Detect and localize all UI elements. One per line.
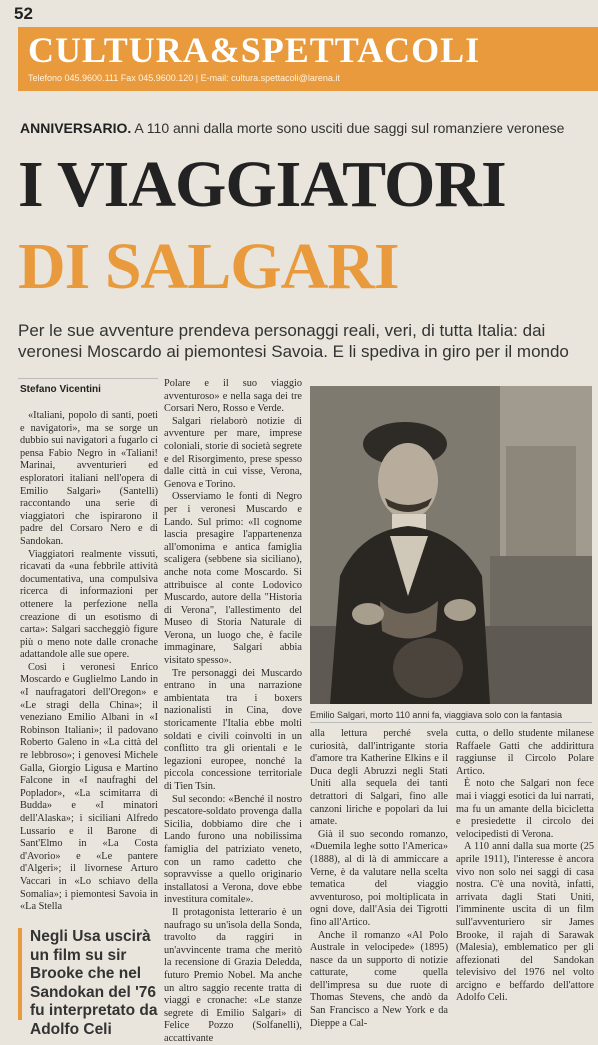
- paragraph: Il protagonista letterario è un naufrago su un'isola della Sonda, travolto da raggiri in un'avvincente trama che meritò la recensione di Grazia Deledda, futuro Premio Nobel. Ma anche un altro saggio recente tratta di viaggi e cronache: «Le stanze segrete di Emilio Salgari» di Felice Pozzo (Solfanelli), accattivante: [164, 906, 302, 1044]
- paragraph: «Italiani, popolo di santi, poeti e navigatori», ma se sorge un dubbio sui navigatori a fugarlo ci pensa Fabio Negro in «Taliani! Marinai, avventurieri ed esploratori italiani nell'opera di Emilio Salgari» (Santelli) raccontando una serie di viaggiatori che ispirarono il padre del Corsaro Nero e di Sandokan.: [20, 410, 158, 547]
- article-column-3: [310, 728, 448, 1029]
- salgari-portrait-image: [310, 386, 592, 704]
- headline-line1: I VIAGGIATORI: [18, 148, 506, 221]
- pull-quote: Negli Usa uscirà un film su sir Brooke che nel Sandokan del '76 fu interpretato da Adolfo Celi: [18, 928, 158, 1020]
- paragraph: Già il suo secondo romanzo, «Duemila leghe sotto l'America» (1888), al di là di ammiccare a Verne, è da valutare nella scelta tematica del viaggio avventuroso, poi moltiplicata in ogni dove, dall'Asia dei Tigrotti fino all'Artico.: [310, 828, 448, 928]
- portrait-photo: [310, 386, 592, 704]
- paragraph: cutta, o dello studente milanese Raffaele Gatti che addirittura raggiunse il Circolo Polare Artico.: [456, 728, 594, 777]
- headline-line2: DI SALGARI: [18, 230, 399, 303]
- paragraph: Così i veronesi Enrico Moscardo e Guglielmo Lando in «I naufragatori dell'Oregon» e «Le stragi della China»; il veneziano Emilio Albani in «I Robinson Italiani»; il padovano Roberto Galeno in «La città del re lebbroso»; i genovesi Michele Galla, Giorgio Ligusa e Martino Falcone in «I naufraghi del Poplador», «La scimitarra di Budda» e «I minatori dell'Alaska»; i siciliani Alfredo Lussario e il Barone di Sant'Elmo in «La Costa d'Avorio» e «Le pantere d'Algeri»; il livornese Arturo Vaccari in «Lo schiavo della Somalia»; i piemontesi Savoia in «La Stella: [20, 661, 158, 913]
- paragraph: A 110 anni dalla sua morte (25 aprile 1911), l'interesse è ancora vivo non solo nei saggi di casa nostra. C'è una novità, infatti, arrivata dagli Stati Uniti, l'imminente uscita di un film sull'avventuriero sir James Brooke, il rajah di Sarawak (Malesia), emblematico per gli affezionati del Sandokan televisivo del 1976 nel volto arcigno e beffardo dell'attore Adolfo Celi.: [456, 841, 594, 1004]
- paragraph: alla lettura perché svela curiosità, dall'intrigante storia d'amore tra Katherine Elkins e il Duca degli Abruzzi negli Stati Uniti alla sequela dei tanti detrattori di Salgari, fino alle canzoni liriche e popolari da lui amate.: [310, 728, 448, 828]
- article-kicker: [20, 120, 590, 136]
- paragraph: Sul secondo: «Benché il nostro pescatore-soldato provenga dalla Sicilia, dobbiamo dire che i Lando furono una nobilissima famiglia del patriziato veneto, con un ramo cadetto che sopravvisse a quello originario installatosi a Verona, dove ebbe investitura comitale».: [164, 793, 302, 906]
- byline: Stefano Vicentini: [20, 384, 101, 395]
- photo-caption: Emilio Salgari, morto 110 anni fa, viaggiava solo con la fantasia: [310, 710, 562, 720]
- paragraph: Osserviamo le fonti di Negro per i veronesi Muscardo e Lando. Sul primo: «Il cognome lascia presagire l'appartenenza all'omonima e antica famiglia scaligera (sebbene sia siciliano), anche nota come Moscardo. Si attribuisce al conte Lodovico Muscardo, autore della "Historia di Verona", l'allestimento del Museo di Storia Naturale di Verona, un luogo che, è facile immaginare, Salgari abbia visitato spesso».: [164, 491, 302, 667]
- kicker-label: ANNIVERSARIO.: [20, 120, 132, 136]
- kicker-text: A 110 anni dalla morte sono usciti due saggi sul romanziere veronese: [131, 120, 565, 136]
- paragraph: Viaggiatori realmente vissuti, ricavati da «una febbrile attività documentativa, una compulsiva ricerca di informazioni per ottenere la perfezione nella creazione di un esotismo di carta»: Salgari saccheggiò figure più o meno note dalle cronache adattandole alle sue opere.: [20, 548, 158, 661]
- section-title: CULTURA&SPETTACOLI: [28, 30, 481, 70]
- paragraph: Anche il romanzo «Al Polo Australe in velocipede» (1895) nasce da un supporto di notizie catturate, come quella dell'impresa su due ruote di Thomas Stevens, che andò da San Francisco a New York e da Dieppe a Cal-: [310, 929, 448, 1029]
- article-column-1: [20, 410, 158, 922]
- paragraph: Salgari rielaborò notizie di avventure per mare, imprese coloniali, storie di società segrete e del Risorgimento, prese spesso dalle città in cui visse, Verona, Genova e Torino.: [164, 415, 302, 490]
- paragraph: È noto che Salgari non fece mai i viaggi esotici da lui narrati, ma fu un amante della bicicletta e presiedette il circolo dei velocipedisti di Verona.: [456, 778, 594, 840]
- paragraph: Tre personaggi dei Muscardo entrano in una narrazione ambientata tra i boxers nazionalisti in Cina, dove storicamente l'Italia ebbe molti soldati e civili coinvolti in un conflitto tra gli orientali e le legazioni europee, nonché la piccola concessione territoriale di Tien Tsin.: [164, 667, 302, 792]
- divider: [18, 378, 158, 379]
- paragraph: Polare e il suo viaggio avventuroso» e nella saga dei tre Corsari Nero, Rosso e Verde.: [164, 378, 302, 415]
- divider: [310, 722, 592, 723]
- article-subheadline: Per le sue avventure prendeva personaggi reali, veri, di tutta Italia: dai veronesi Moscardo ai piemontesi Savoia. E li spediva in giro per il mondo: [18, 321, 569, 362]
- article-column-2: [164, 378, 302, 1044]
- page-number: 52: [14, 4, 33, 23]
- article-column-4: [456, 728, 594, 1020]
- section-contacts: Telefono 045.9600.111 Fax 045.9600.120 | E-mail: cultura.spettacoli@larena.it: [28, 73, 340, 83]
- section-banner: [18, 27, 598, 91]
